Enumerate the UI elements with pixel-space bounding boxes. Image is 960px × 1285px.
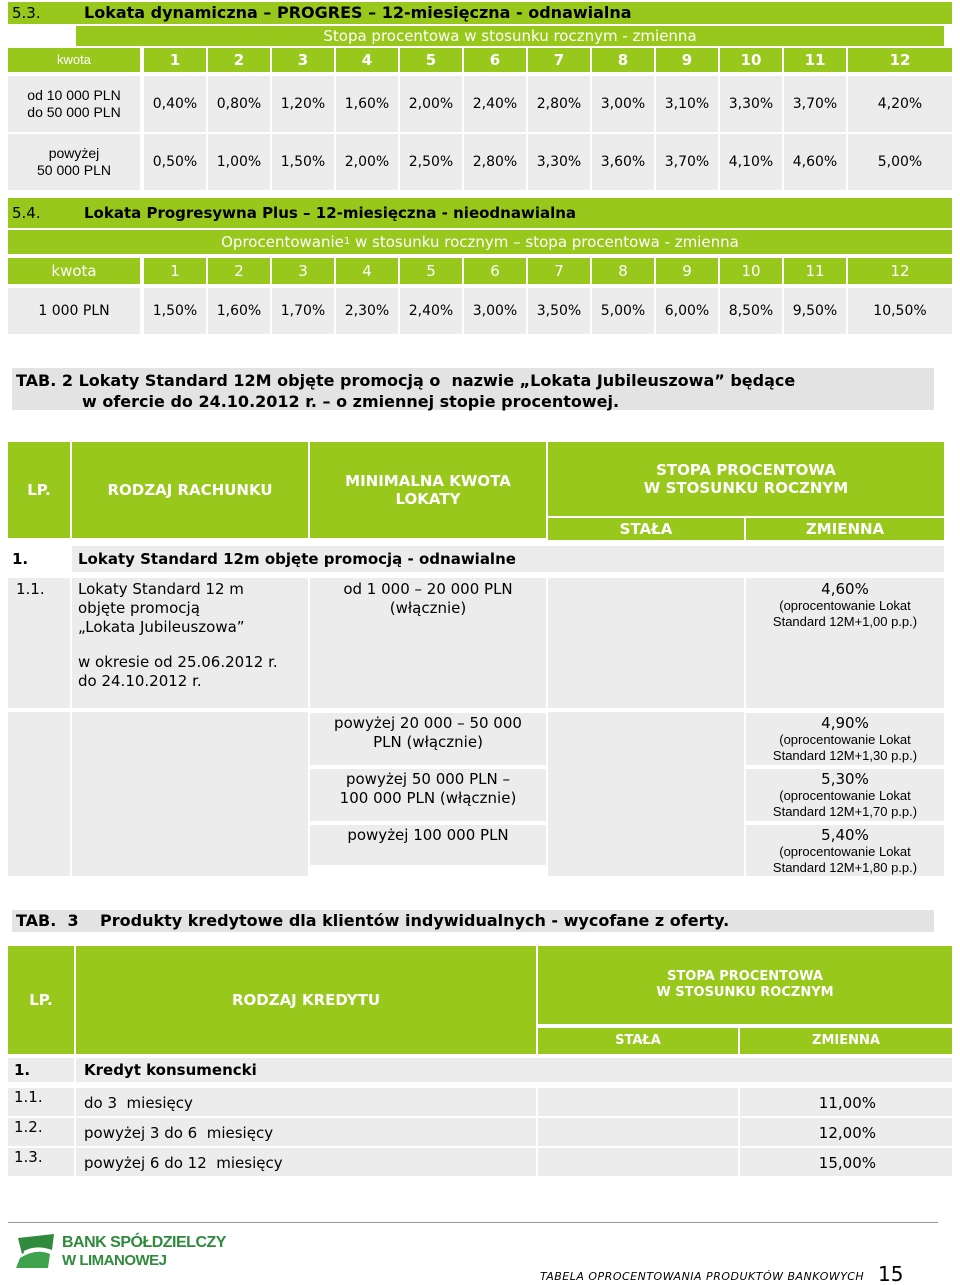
- section-5-3-title: Lokata dynamiczna – PROGRES – 12-miesięczna - odnawialna: [84, 3, 632, 23]
- tab3-header-lp: LP.: [8, 946, 74, 1054]
- subtitle-pre: Oprocentowanie: [221, 233, 344, 251]
- rate-cell: 4,20%: [848, 76, 952, 132]
- month-header: 6: [464, 48, 526, 72]
- row-label: powyżej 6 do 12 miesięcy: [84, 1154, 283, 1172]
- row-number: 1.3.: [14, 1148, 43, 1166]
- tab2-caption-line1: TAB. 2 Lokaty Standard 12M objęte promocją o nazwie „Lokata Jubileuszowa” będące: [16, 371, 796, 390]
- tab2-item-period: w okresie od 25.06.2012 r. do 24.10.2012 r.: [78, 653, 278, 690]
- subtitle-post: w stosunku rocznym – stopa procentowa - zmienna: [350, 233, 739, 251]
- tab2-header-fixed: STAŁA: [548, 518, 744, 540]
- tier-rate: 5,30%: [821, 770, 869, 788]
- rate-cell: 3,70%: [784, 76, 846, 132]
- row-rate: 11,00%: [818, 1094, 876, 1112]
- rate-cell: 1,20%: [272, 76, 334, 132]
- rate-cell: 1,70%: [272, 288, 334, 334]
- bank-logo-line1: BANK SPÓŁDZIELCZY: [62, 1234, 226, 1251]
- kwota-header: kwota: [8, 48, 140, 72]
- month-header: 2: [208, 48, 270, 72]
- rate-cell: 4,60%: [784, 134, 846, 190]
- tab3-header-fixed: STAŁA: [538, 1028, 738, 1054]
- section-5-3-subtitle: Stopa procentowa w stosunku rocznym - zmienna: [76, 26, 944, 46]
- kwota-header: kwota: [8, 258, 140, 284]
- row-label: do 3 miesięcy: [84, 1094, 193, 1112]
- rate-cell: 3,70%: [656, 134, 718, 190]
- month-header: 7: [528, 258, 590, 284]
- row-fixed-bg: [538, 1088, 738, 1116]
- month-header: 9: [656, 48, 718, 72]
- month-header: 3: [272, 48, 334, 72]
- tier-amount: od 1 000 – 20 000 PLN (włącznie): [343, 580, 513, 617]
- tab2-name-col-bg-2: [72, 712, 308, 876]
- tier-amount: powyżej 100 000 PLN: [347, 826, 509, 844]
- rate-cell: 3,00%: [592, 76, 654, 132]
- tier-rate-note: (oprocentowanie Lokat Standard 12M+1,30 p.p.): [772, 732, 918, 764]
- row-fixed-bg: [538, 1118, 738, 1146]
- tab2-item-number: 1.1.: [16, 580, 45, 598]
- tier-rate-note: (oprocentowanie Lokat Standard 12M+1,80 p.p.): [772, 844, 918, 876]
- month-header: 4: [336, 258, 398, 284]
- rate-cell: 1,50%: [272, 134, 334, 190]
- month-header: 9: [656, 258, 718, 284]
- row-rate: 15,00%: [818, 1154, 876, 1172]
- amount-label: 1 000 PLN: [8, 288, 140, 334]
- page-number: 15: [878, 1262, 904, 1285]
- tab3-section-number: 1.: [14, 1061, 31, 1079]
- tab2-header-variable: ZMIENNA: [746, 518, 944, 540]
- tier-rate-note: (oprocentowanie Lokat Standard 12M+1,00 p.p.): [772, 598, 918, 630]
- month-header: 3: [272, 258, 334, 284]
- tab2-section-number: 1.: [12, 550, 29, 568]
- footer-divider: [8, 1222, 938, 1223]
- tab3-header-rate: STOPA PROCENTOWA W STOSUNKU ROCZNYM: [538, 946, 952, 1024]
- rate-cell: 2,80%: [464, 134, 526, 190]
- month-header: 1: [144, 258, 206, 284]
- month-header: 12: [848, 48, 952, 72]
- month-header: 10: [720, 48, 782, 72]
- rate-cell: 4,10%: [720, 134, 782, 190]
- bank-logo-icon: [14, 1232, 58, 1270]
- rate-cell: 0,40%: [144, 76, 206, 132]
- rate-cell: 2,80%: [528, 76, 590, 132]
- footnote-marker: 1: [343, 236, 351, 247]
- rate-cell: 3,10%: [656, 76, 718, 132]
- month-header: 7: [528, 48, 590, 72]
- tab2-header-min-amount: MINIMALNA KWOTA LOKATY: [310, 442, 546, 538]
- tab2-fixed-col-bg: [548, 578, 744, 708]
- rate-cell: 2,00%: [336, 134, 398, 190]
- rate-cell: 2,50%: [400, 134, 462, 190]
- rate-cell: 2,40%: [400, 288, 462, 334]
- section-5-4-number: 5.4.: [12, 204, 41, 222]
- month-header: 11: [784, 258, 846, 284]
- tab2-header-type: RODZAJ RACHUNKU: [72, 442, 308, 538]
- month-header: 8: [592, 258, 654, 284]
- rate-cell: 0,80%: [208, 76, 270, 132]
- rate-cell: 3,00%: [464, 288, 526, 334]
- section-5-3-number: 5.3.: [12, 4, 41, 22]
- rate-cell: 3,30%: [528, 134, 590, 190]
- tab3-header-type: RODZAJ KREDYTU: [76, 946, 536, 1054]
- footer-title: TABELA OPROCENTOWANIA PRODUKTÓW BANKOWYCH: [540, 1270, 865, 1283]
- bank-logo-line2: W LIMANOWEJ: [62, 1252, 167, 1269]
- bank-logo: [14, 1232, 254, 1272]
- month-header: 1: [144, 48, 206, 72]
- row-fixed-bg: [538, 1148, 738, 1176]
- rate-cell: 1,60%: [208, 288, 270, 334]
- tab2-header-lp: LP.: [8, 442, 70, 538]
- tab2-header-rate: STOPA PROCENTOWA W STOSUNKU ROCZNYM: [548, 442, 944, 516]
- month-header: 5: [400, 48, 462, 72]
- row-rate: 12,00%: [818, 1124, 876, 1142]
- section-5-4-subtitle: [8, 230, 952, 254]
- rate-cell: 10,50%: [848, 288, 952, 334]
- tier-rate-note: (oprocentowanie Lokat Standard 12M+1,70 p.p.): [772, 788, 918, 820]
- tier-rate: 4,60%: [821, 580, 869, 598]
- tab2-caption-line2: w ofercie do 24.10.2012 r. – o zmiennej stopie procentowej.: [82, 392, 620, 411]
- month-header: 2: [208, 258, 270, 284]
- rate-cell: 6,00%: [656, 288, 718, 334]
- row-label: powyżej 3 do 6 miesięcy: [84, 1124, 274, 1142]
- amount-label: od 10 000 PLN do 50 000 PLN: [8, 76, 140, 132]
- rate-cell: 1,00%: [208, 134, 270, 190]
- rate-cell: 9,50%: [784, 288, 846, 334]
- rate-cell: 3,30%: [720, 76, 782, 132]
- tier-rate: 5,40%: [821, 826, 869, 844]
- rate-cell: 1,60%: [336, 76, 398, 132]
- row-number: 1.1.: [14, 1088, 43, 1106]
- rate-cell: 3,60%: [592, 134, 654, 190]
- rate-cell: 1,50%: [144, 288, 206, 334]
- tier-amount: powyżej 20 000 – 50 000 PLN (włącznie): [334, 714, 522, 751]
- rate-cell: 0,50%: [144, 134, 206, 190]
- tab2-num-col-bg-2: [8, 712, 70, 876]
- rate-cell: 2,40%: [464, 76, 526, 132]
- rate-cell: 8,50%: [720, 288, 782, 334]
- month-header: 10: [720, 258, 782, 284]
- tier-amount: powyżej 50 000 PLN – 100 000 PLN (włącznie): [339, 770, 517, 807]
- month-header: 4: [336, 48, 398, 72]
- month-header: 12: [848, 258, 952, 284]
- tab3-header-variable: ZMIENNA: [740, 1028, 952, 1054]
- tab2-section-label: Lokaty Standard 12m objęte promocją - odnawialne: [78, 550, 516, 568]
- month-header: 8: [592, 48, 654, 72]
- amount-label: powyżej 50 000 PLN: [8, 134, 140, 190]
- rate-cell: 3,50%: [528, 288, 590, 334]
- tab3-section-label: Kredyt konsumencki: [84, 1061, 257, 1079]
- section-5-4-title: Lokata Progresywna Plus – 12-miesięczna - nieodnawialna: [84, 204, 577, 222]
- month-header: 6: [464, 258, 526, 284]
- tab2-item-name: Lokaty Standard 12 m objęte promocją „Lokata Jubileuszowa”: [78, 580, 245, 636]
- tab3-caption-text: Produkty kredytowe dla klientów indywidualnych - wycofane z oferty.: [100, 911, 730, 930]
- month-header: 5: [400, 258, 462, 284]
- tab3-caption-number: TAB. 3: [16, 911, 79, 930]
- rate-cell: 5,00%: [592, 288, 654, 334]
- tier-rate: 4,90%: [821, 714, 869, 732]
- rate-cell: 5,00%: [848, 134, 952, 190]
- tab2-fixed-col-bg-2: [548, 712, 744, 876]
- rate-cell: 2,30%: [336, 288, 398, 334]
- rate-cell: 2,00%: [400, 76, 462, 132]
- row-number: 1.2.: [14, 1118, 43, 1136]
- month-header: 11: [784, 48, 846, 72]
